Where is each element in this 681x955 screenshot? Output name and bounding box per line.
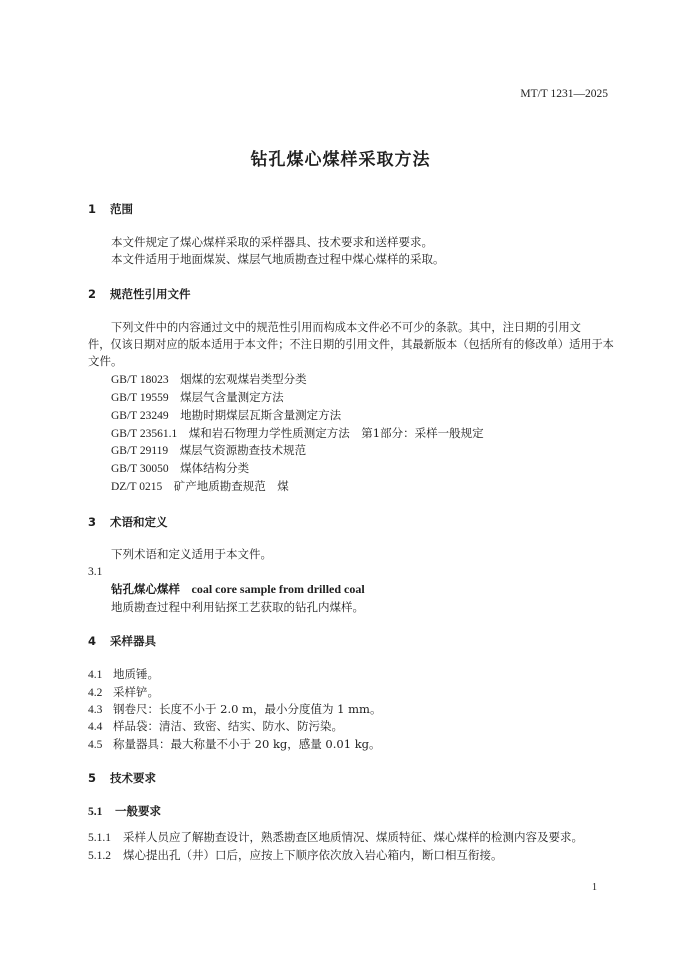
reference-item	[111, 407, 341, 423]
list-item: 4.5 称量器具：最大称量不小于 20 kg，感量 0.01 kg。	[88, 737, 381, 751]
term-definition: 地质勘查过程中利用钻探工艺获取的钻孔内煤样。	[111, 600, 364, 614]
term-entry	[111, 581, 365, 597]
reference-name: 烟煤的宏观煤岩类型分类	[180, 372, 307, 386]
reference-code: GB/T 30050	[111, 463, 169, 475]
section-1-heading	[88, 201, 133, 217]
section-2-heading	[88, 286, 191, 302]
list-item: 4.1 地质锤。	[88, 667, 159, 681]
list-item: 4.2 采样铲。	[88, 685, 159, 699]
reference-code: GB/T 23561.1	[111, 428, 178, 440]
term-english: coal core sample from drilled coal	[191, 582, 365, 596]
reference-item	[111, 371, 307, 387]
reference-name: 煤层气含量测定方法	[180, 390, 284, 404]
paragraph-line: 文件。	[88, 354, 123, 368]
paragraph: 本文件规定了煤心煤样采取的采样器具、技术要求和送样要求。	[111, 235, 433, 249]
section-title: 采样器具	[110, 634, 156, 648]
section-number: 3	[88, 515, 97, 529]
subsection-number: 5.1	[88, 806, 103, 818]
section-number: 2	[88, 287, 97, 301]
paragraph: 本文件适用于地面煤炭、煤层气地质勘查过程中煤心煤样的采取。	[111, 252, 445, 266]
section-number: 5	[88, 771, 97, 785]
reference-name: 煤层气资源勘查技术规范	[179, 443, 307, 457]
reference-item	[111, 478, 289, 494]
list-item: 5.1.1 采样人员应了解勘查设计，熟悉勘查区地质情况、煤质特征、煤心煤样的检测内容及要求。	[88, 830, 583, 844]
term-chinese: 钻孔煤心煤样	[111, 582, 180, 596]
document-title: 钻孔煤心煤样采取方法	[250, 150, 431, 170]
paragraph-line: 件，仅该日期对应的版本适用于本文件；不注日期的引用文件，其最新版本（包括所有的修改单）适用于本	[88, 338, 614, 351]
reference-name: 矿产地质勘查规范 煤	[173, 479, 289, 493]
reference-item	[111, 460, 249, 476]
standard-number: MT/T 1231—2025	[520, 88, 608, 100]
section-5-heading	[88, 770, 156, 786]
paragraph-line: 下列文件中的内容通过文中的规范性引用而构成本文件必不可少的条款。其中，注日期的引用文	[111, 321, 581, 334]
reference-code: DZ/T 0215	[111, 481, 163, 493]
section-number: 1	[88, 202, 97, 216]
term-number: 3.1	[88, 566, 103, 578]
page-number: 1	[592, 882, 597, 893]
reference-name: 煤和岩石物理力学性质测定方法 第1部分：采样一般规定	[188, 426, 484, 440]
reference-code: GB/T 23249	[111, 410, 169, 422]
section-title: 技术要求	[110, 771, 156, 785]
subsection-title: 一般要求	[115, 804, 161, 818]
reference-name: 地勘时期煤层瓦斯含量测定方法	[180, 408, 342, 422]
reference-code: GB/T 18023	[111, 374, 169, 386]
reference-item	[111, 442, 306, 458]
section-4-heading	[88, 633, 156, 649]
paragraph: 下列术语和定义适用于本文件。	[111, 547, 272, 561]
subsection-5-1-heading	[88, 803, 161, 819]
section-title: 范围	[110, 202, 133, 216]
section-title: 术语和定义	[110, 515, 168, 529]
reference-code: GB/T 29119	[111, 445, 169, 457]
reference-code: GB/T 19559	[111, 392, 169, 404]
section-title: 规范性引用文件	[110, 287, 191, 301]
list-item: 4.4 样品袋：清洁、致密、结实、防水、防污染。	[88, 719, 343, 733]
section-number: 4	[88, 634, 97, 648]
section-3-heading	[88, 514, 168, 530]
list-item: 4.3 钢卷尺：长度不小于 2.0 m，最小分度值为 1 mm。	[88, 702, 382, 716]
reference-item	[111, 389, 284, 405]
list-item: 5.1.2 煤心提出孔（井）口后，应按上下顺序依次放入岩心箱内，断口相互衔接。	[88, 848, 503, 862]
reference-item	[111, 425, 484, 441]
reference-name: 煤体结构分类	[180, 461, 250, 475]
